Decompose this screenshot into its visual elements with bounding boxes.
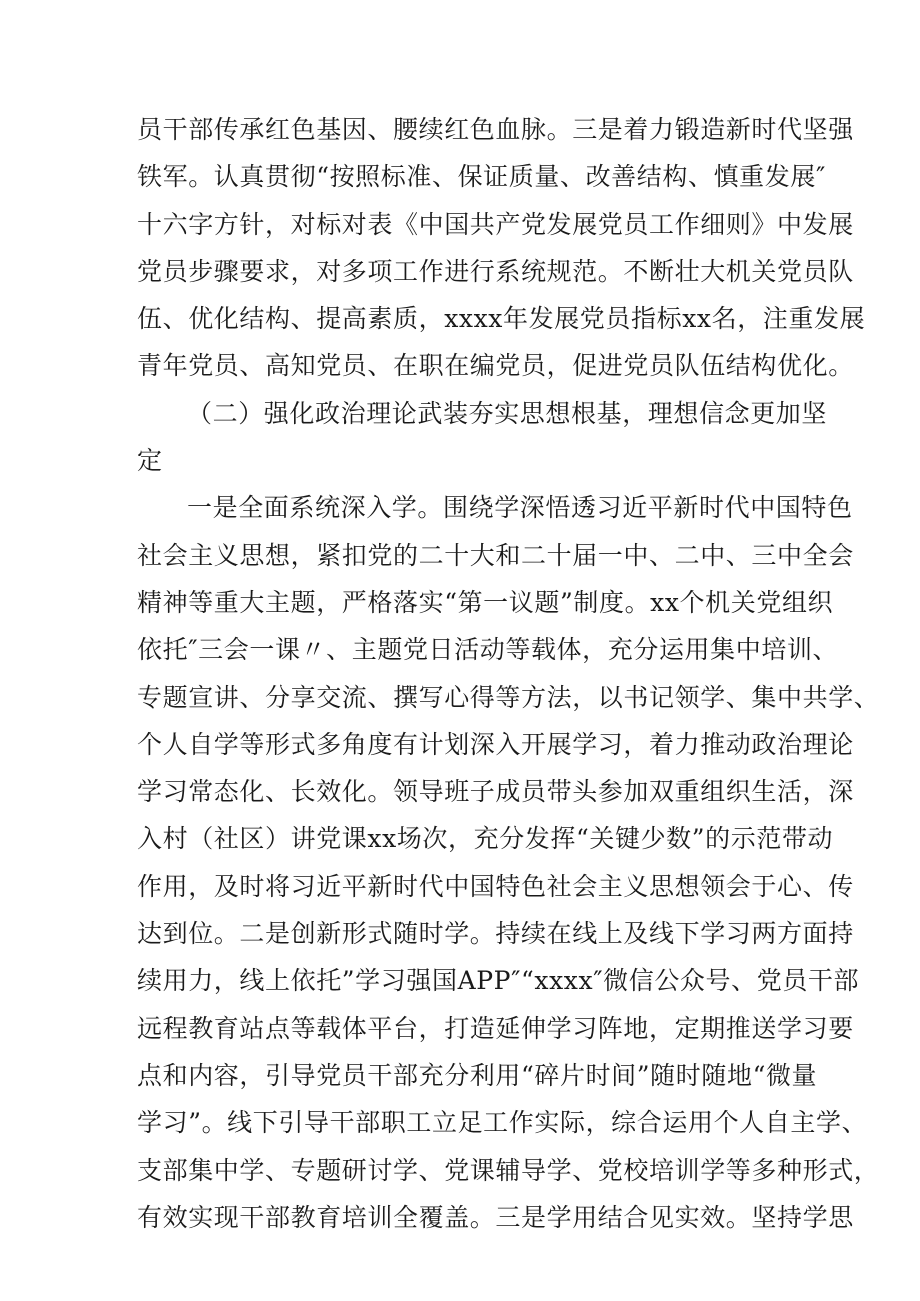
text-line: 十六字方针，对标对表《中国共产党发展党员工作细则》中发展 bbox=[137, 209, 854, 239]
text-line: 伍、优化结构、提高素质，xxxx年发展党员指标xx名，注重发展 bbox=[137, 304, 866, 334]
text-line: 点和内容，引导党员干部充分利用“碎片时间”随时随地“微量 bbox=[137, 1060, 818, 1090]
body-text bbox=[137, 106, 880, 1241]
text-line: 入村（社区）讲党课xx场次，充分发挥“关键少数”的示范带动 bbox=[137, 824, 834, 854]
text-line: 青年党员、高知党员、在职在编党员，促进党员队伍结构优化。 bbox=[137, 351, 854, 381]
text-line: 依托″三会一课〃、主题党日活动等载体，充分运用集中培训、 bbox=[137, 635, 839, 665]
text-line: 党员步骤要求，对多项工作进行系统规范。不断壮大机关党员队 bbox=[137, 256, 854, 286]
text-line: 专题宣讲、分享交流、撰写心得等方法，以书记领学、集中共学、 bbox=[137, 682, 880, 712]
section-heading-continuation: 定 bbox=[137, 446, 163, 476]
text-line: 个人自学等形式多角度有计划深入开展学习，着力推动政治理论 bbox=[137, 729, 854, 759]
section-heading: （二）强化政治理论武装夯实思想根基，理想信念更加坚 bbox=[187, 398, 828, 428]
text-line: 精神等重大主题，严格落实“第一议题”制度。xx个机关党组织 bbox=[137, 587, 834, 617]
text-line: 有效实现干部教育培训全覆盖。三是学用结合见实效。坚持学思 bbox=[137, 1202, 854, 1232]
paragraph-start: 一是全面系统深入学。围绕学深悟透习近平新时代中国特色 bbox=[187, 493, 853, 523]
text-line: 续用力，线上依托”学习强国APP″“xxxx″微信公众号、党员干部 bbox=[137, 966, 860, 996]
text-line: 员干部传承红色基因、腰续红色血脉。三是着力锻造新时代坚强 bbox=[137, 115, 854, 144]
text-line: 社会主义思想，紧扣党的二十大和二十届一中、二中、三中全会 bbox=[137, 540, 854, 570]
text-line: 作用，及时将习近平新时代中国特色社会主义思想领会于心、传 bbox=[137, 871, 854, 901]
text-line: 学习”。线下引导干部职工立足工作实际，综合运用个人自主学、 bbox=[137, 1108, 868, 1138]
text-line: 远程教育站点等载体平台，打造延伸学习阵地，定期推送学习要 bbox=[137, 1013, 854, 1043]
text-line: 达到位。二是创新形式随时学。持续在线上及线下学习两方面持 bbox=[137, 919, 854, 949]
text-line: 学习常态化、长效化。领导班子成员带头参加双重组织生活，深 bbox=[137, 777, 854, 807]
text-line: 支部集中学、专题研讨学、党课辅导学、党校培训学等多种形式， bbox=[137, 1155, 880, 1185]
text-line: 铁军。认真贯彻“按照标准、保证质量、改善结构、慎重发展″ bbox=[137, 162, 826, 192]
